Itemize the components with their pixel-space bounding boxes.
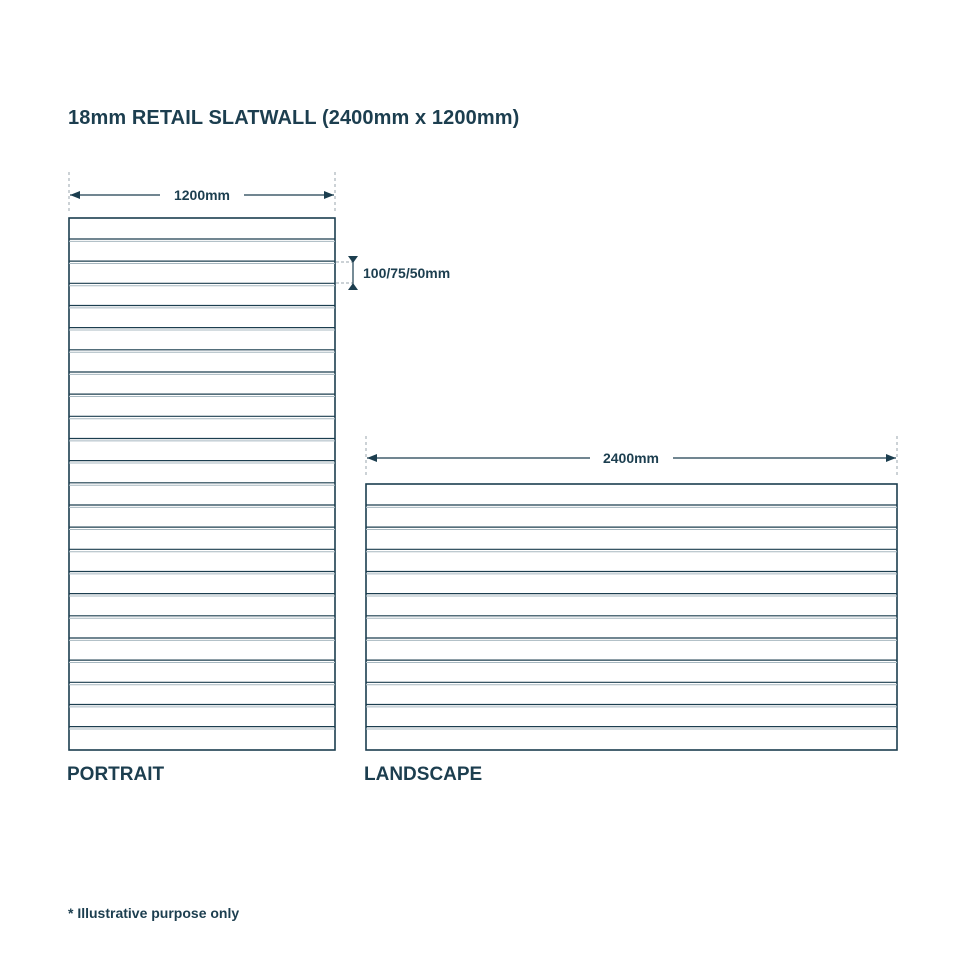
slot-arrow-top-icon — [348, 256, 358, 263]
slot-height-dimension — [336, 256, 450, 290]
slot-size-label: 100/75/50mm — [363, 265, 451, 281]
slot-arrow-bottom-icon — [348, 283, 358, 290]
portrait-width-label: 1200mm — [173, 187, 231, 203]
portrait-panel — [69, 218, 335, 750]
diagram-title: 18mm RETAIL SLATWALL (2400mm x 1200mm) — [68, 107, 520, 129]
portrait-width-dimension — [69, 172, 335, 212]
landscape-width-label: 2400mm — [602, 450, 660, 466]
landscape-width-dimension — [366, 436, 897, 478]
landscape-panel — [366, 484, 897, 750]
portrait-slat-outline — [69, 218, 335, 750]
footnote: * Illustrative purpose only — [68, 905, 240, 921]
portrait-caption: PORTRAIT — [67, 764, 165, 785]
landscape-slat-outline — [366, 484, 897, 750]
landscape-caption: LANDSCAPE — [364, 764, 483, 785]
